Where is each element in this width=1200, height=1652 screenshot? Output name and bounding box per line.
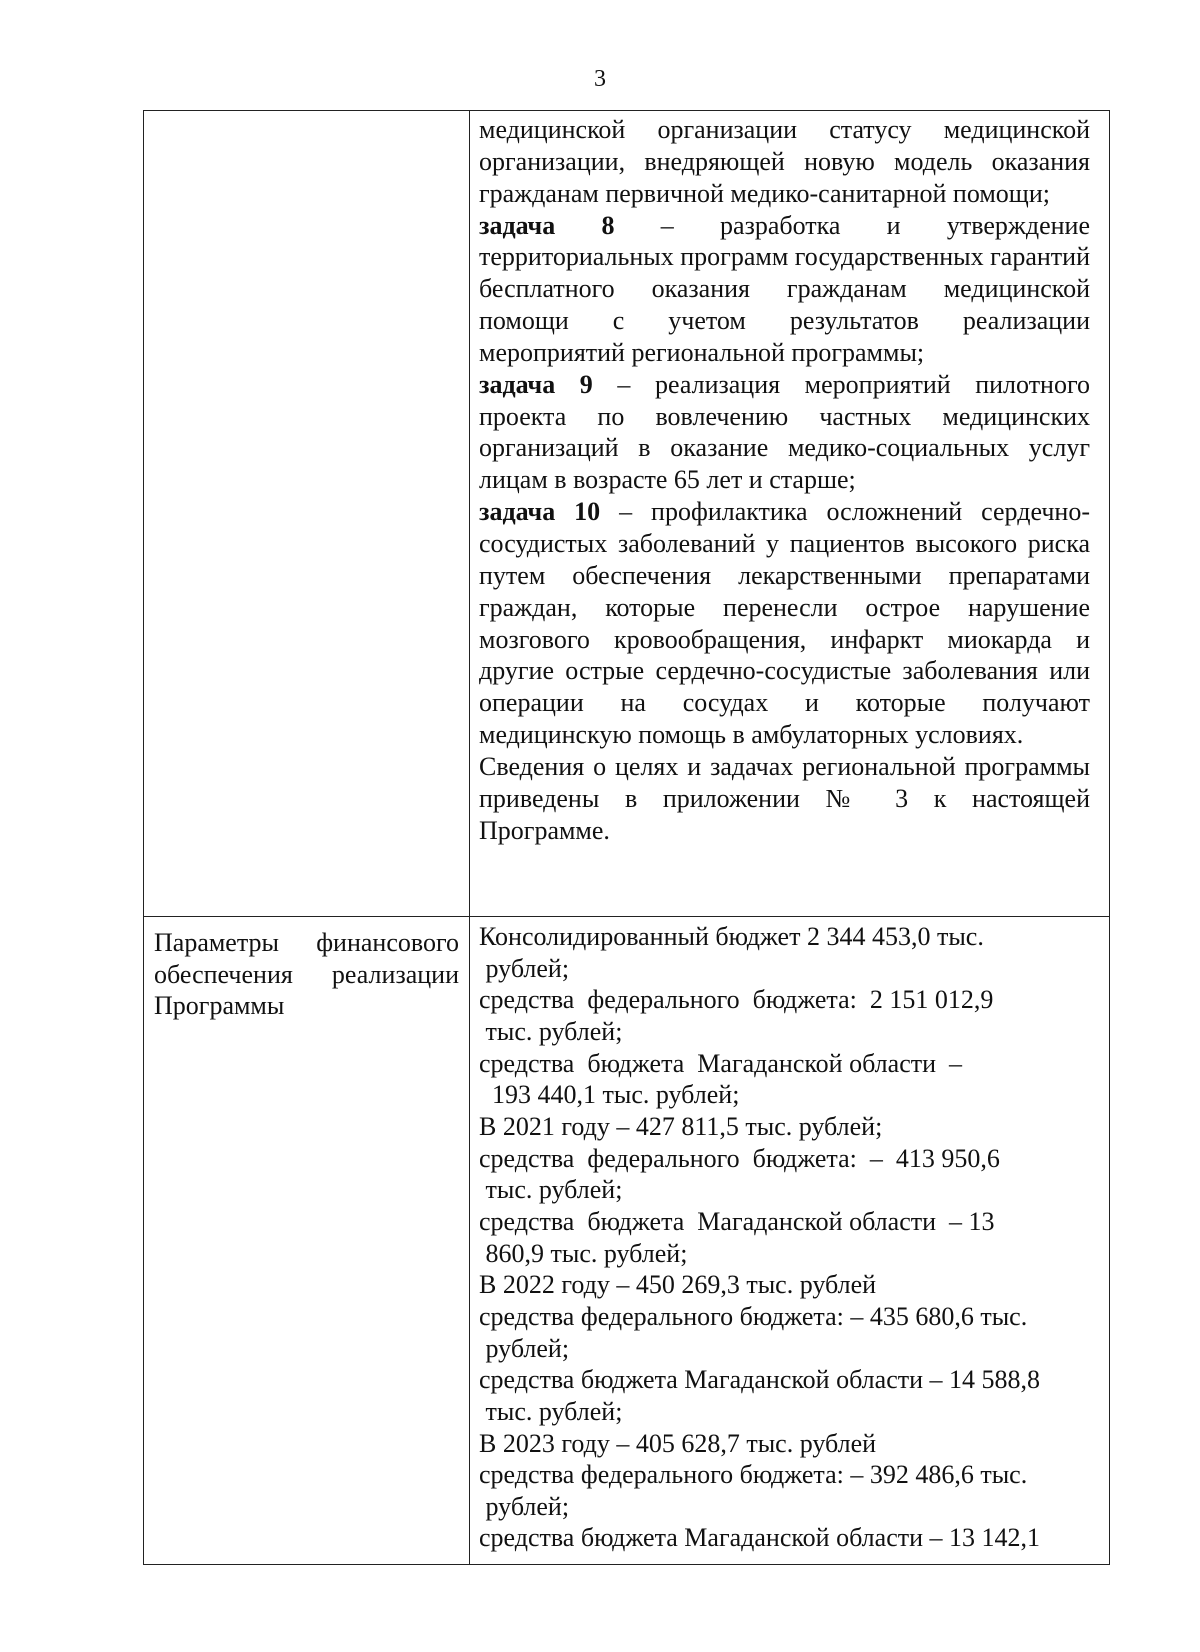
finance-line: тыс. рублей; bbox=[479, 1175, 623, 1205]
finance-label-cell bbox=[154, 927, 459, 1022]
task-10-text: – профилактика осложнений сердечно-сосудистых заболеваний у пациентов высокого риска путем обеспечения лекарственными препаратами граждан, которые перенесли острое нарушение мозгового кровообращения, инфаркт миокарда и другие острые сердечно-сосудистые заболевания или операции на сосудах и которые получают медицинскую помощь в амбулаторных условиях. bbox=[479, 497, 1090, 750]
column-divider bbox=[469, 111, 470, 1564]
finance-line: В 2021 году – 427 811,5 тыс. рублей; bbox=[479, 1111, 883, 1141]
finance-line: тыс. рублей; bbox=[479, 1396, 623, 1426]
finance-line: 193 440,1 тыс. рублей; bbox=[479, 1080, 740, 1110]
finance-line: средства федерального бюджета: – 435 680,6 тыс. bbox=[479, 1301, 1028, 1331]
finance-line: средства бюджета Магаданской области – 13 bbox=[479, 1206, 995, 1236]
task-8 bbox=[479, 210, 1090, 369]
task-9 bbox=[479, 369, 1090, 496]
finance-line: 860,9 тыс. рублей; bbox=[479, 1238, 688, 1268]
finance-label: Параметры финансового обеспечения реализации Программы bbox=[154, 928, 459, 1020]
task-10-label: задача 10 bbox=[479, 497, 601, 527]
finance-line: рублей; bbox=[479, 1491, 570, 1521]
task-8-text: – разработка и утверждение территориальных программ государственных гарантий бесплатного оказания гражданам медицинской помощи с учетом результатов реализации мероприятий региональной программы; bbox=[479, 210, 1090, 367]
finance-values-cell bbox=[479, 921, 1094, 1554]
tasks-cell bbox=[479, 114, 1090, 846]
page-number: 3 bbox=[594, 66, 606, 92]
task-9-label: задача 9 bbox=[479, 369, 593, 399]
finance-line: рублей; bbox=[479, 953, 570, 983]
program-passport-table bbox=[143, 110, 1110, 1565]
finance-line: средства федерального бюджета: – 392 486,6 тыс. bbox=[479, 1460, 1028, 1490]
finance-line: В 2022 году – 450 269,3 тыс. рублей bbox=[479, 1270, 877, 1300]
finance-line: средства федерального бюджета: 2 151 012,9 bbox=[479, 985, 994, 1015]
finance-line: средства бюджета Магаданской области – 14 588,8 bbox=[479, 1365, 1041, 1395]
task-10 bbox=[479, 496, 1090, 751]
task-7-continuation: медицинской организации статусу медицинской организации, внедряющей новую модель оказания гражданам первичной медико-санитарной помощи; bbox=[479, 115, 1090, 208]
goals-info: Сведения о целях и задачах региональной программы приведены в приложении № 3 к настоящей Программе. bbox=[479, 751, 1090, 845]
finance-line: тыс. рублей; bbox=[479, 1016, 623, 1046]
row-divider bbox=[144, 916, 1109, 917]
finance-line: средства бюджета Магаданской области – 13 142,1 bbox=[479, 1523, 1041, 1553]
task-8-label: задача 8 bbox=[479, 210, 615, 240]
finance-line: Консолидированный бюджет 2 344 453,0 тыс. bbox=[479, 922, 984, 951]
finance-line: средства федерального бюджета: – 413 950,6 bbox=[479, 1143, 1000, 1173]
finance-line: В 2023 году – 405 628,7 тыс. рублей bbox=[479, 1428, 877, 1458]
task-9-text: – реализация мероприятий пилотного проекта по вовлечению частных медицинских организаций в оказание медико-социальных услуг лицам в возрасте 65 лет и старше; bbox=[479, 369, 1090, 495]
finance-line: рублей; bbox=[479, 1333, 570, 1363]
finance-line: средства бюджета Магаданской области – bbox=[479, 1048, 963, 1078]
